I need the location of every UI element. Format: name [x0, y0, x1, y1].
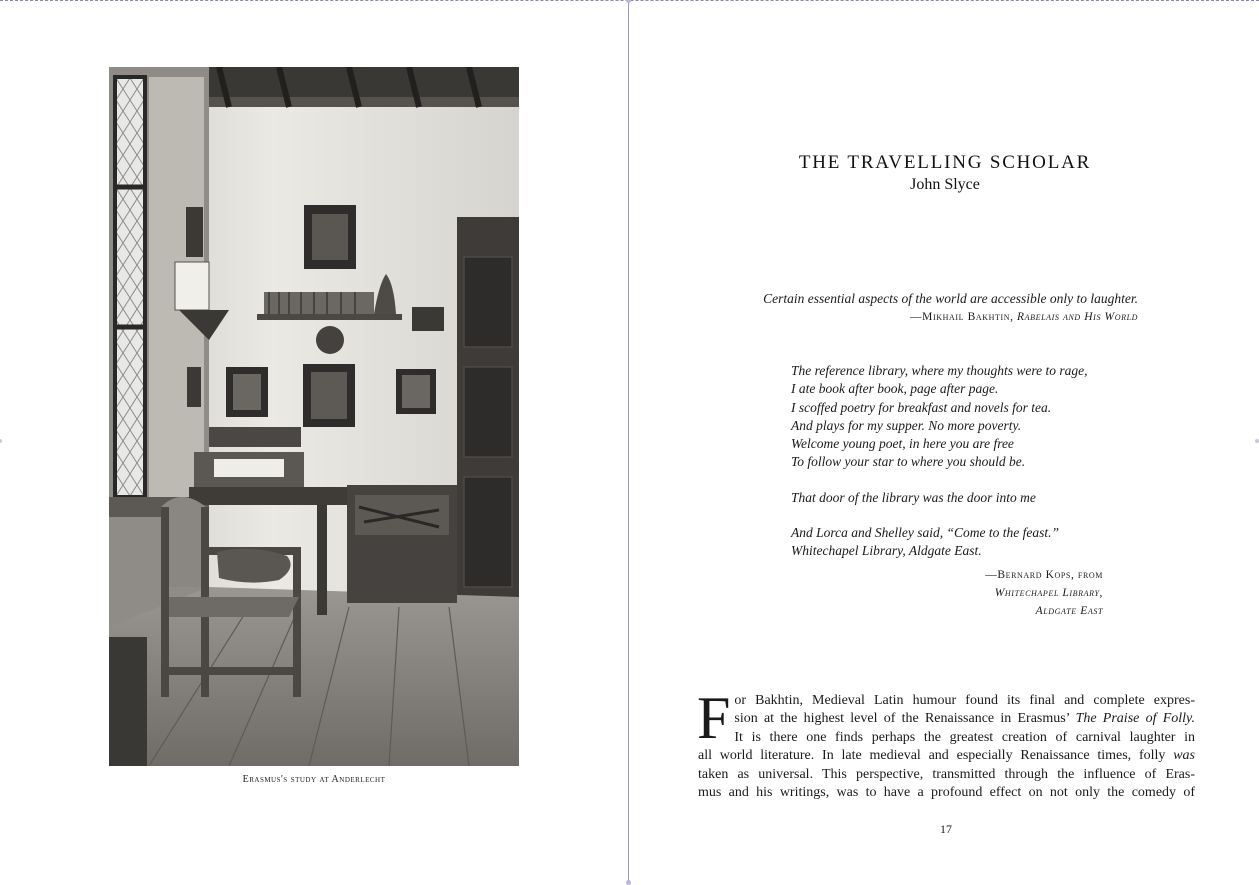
drop-cap: F — [697, 685, 731, 751]
epigraph-attribution — [720, 308, 1138, 326]
poem-line: That door of the library was the door into me — [791, 489, 1036, 505]
epigraph-bakhtin — [720, 289, 1138, 326]
body-line: taken as universal. This perspective, transmitted through the influence of Eras- — [698, 766, 1195, 782]
attribution-line: Whitechapel Library, — [994, 587, 1103, 599]
attribution-line: —Bernard Kops, from — [985, 569, 1103, 581]
body-line — [698, 710, 1195, 728]
body-paragraph — [697, 685, 1195, 802]
poem-line: Whitechapel Library, Aldgate East. — [791, 543, 982, 559]
body-line: or Bakhtin, Medieval Latin humour found its final and complete expres- — [734, 693, 1195, 708]
epigraph-quote: Certain essential aspects of the world are accessible only to laughter. — [763, 291, 1138, 306]
body-line: It is there one finds perhaps the greatest creation of carnival laughter in — [734, 729, 1195, 745]
poem-line: Welcome young poet, in here you are free — [791, 436, 1014, 452]
poem-line: And Lorca and Shelley said, “Come to the feast.” — [791, 525, 1059, 541]
stanza-break — [791, 472, 1121, 489]
body-line: mus and his writings, was to have a profound effect on not only the comedy of — [698, 785, 1195, 801]
attribution-line: Aldgate East — [1035, 605, 1103, 617]
chapter-title: THE TRAVELLING SCHOLAR — [798, 152, 1092, 173]
emphasis-word: was — [1173, 748, 1195, 764]
attribution-work: Rabelais and His World — [1017, 311, 1138, 323]
right-edge-marker — [1255, 439, 1259, 443]
page-number: 17 — [940, 822, 952, 836]
poem-line: I ate book after book, page after page. — [791, 381, 999, 397]
figure-caption: Erasmus's study at Anderlecht — [242, 774, 386, 785]
poem-line: The reference library, where my thoughts were to rage, — [791, 363, 1088, 378]
body-line-text: sion at the highest level of the Renaissance in Erasmus’ — [734, 711, 1076, 727]
body-line — [698, 747, 1195, 765]
poem-attribution — [870, 566, 1103, 620]
chapter-author: John Slyce — [910, 176, 980, 193]
photograph-icon — [109, 67, 519, 766]
poem-line: I scoffed poetry for breakfast and novels for tea. — [791, 399, 1052, 415]
page-spine-divider — [628, 0, 629, 883]
epigraph-poem — [791, 362, 1121, 561]
body-line-text: all world literature. In late medieval and especially Renaissance times, folly — [698, 748, 1174, 764]
attribution-author: —Mikhail Bakhtin, — [910, 311, 1018, 323]
left-edge-marker — [0, 439, 2, 443]
poem-line: And plays for my supper. No more poverty. — [791, 417, 1022, 433]
study-photograph — [109, 67, 519, 766]
spine-top-handle — [626, 0, 631, 3]
poem-line: To follow your star to where you should be. — [791, 454, 1026, 470]
stanza-break — [791, 507, 1121, 524]
work-title: The Praise of Folly. — [1075, 711, 1195, 727]
